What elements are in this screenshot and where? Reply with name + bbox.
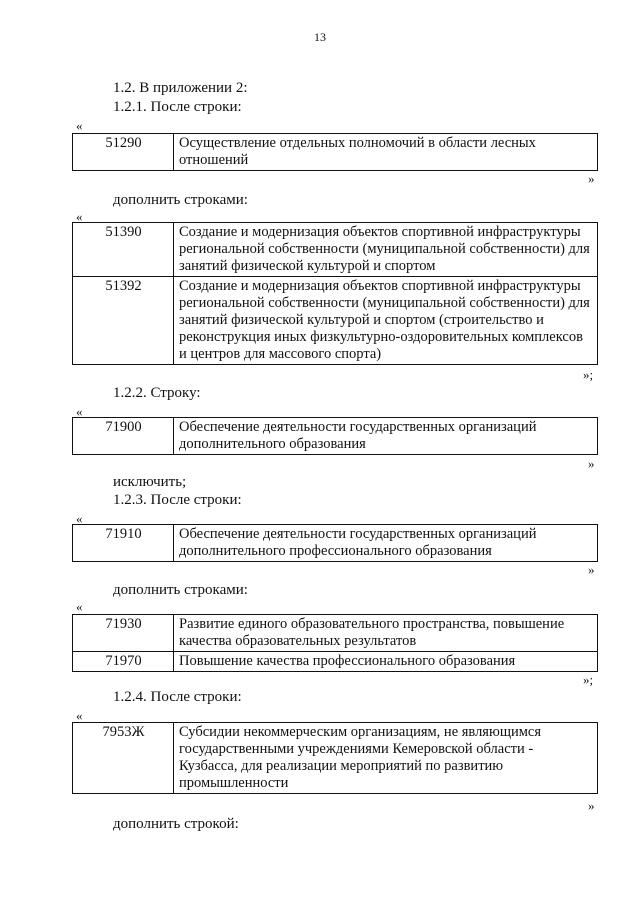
table-row [73, 615, 598, 652]
section-heading-1-2: 1.2. В приложении 2: [113, 80, 248, 96]
row-code: 7953Ж [73, 723, 174, 794]
budget-table-6 [72, 722, 598, 794]
row-description: Создание и модернизация объектов спортивной инфраструктуры региональной собственности (муниципальной собственности) для занятий физической культурой и спортом (строительство и реконструкция иных физкультурно-оздоровительных комплексов и центров для массового спорта) [174, 277, 598, 365]
close-quote: »; [583, 367, 594, 382]
budget-table-3 [72, 417, 598, 455]
subsection-1-2-4: 1.2.4. После строки: [113, 689, 242, 705]
row-code: 51392 [73, 277, 174, 365]
row-code: 71910 [73, 525, 174, 562]
row-description: Развитие единого образовательного пространства, повышение качества образовательных результатов [174, 615, 598, 652]
instruction-exclude: исключить; [113, 474, 187, 490]
close-quote: »; [583, 672, 594, 687]
row-description: Субсидии некоммерческим организациям, не являющимся государственными учреждениями Кемеровской области - Кузбасса, для реализации мероприятий по развитию промышленности [174, 723, 598, 794]
budget-table-1 [72, 133, 598, 171]
close-quote: » [588, 798, 595, 813]
row-code: 51390 [73, 223, 174, 277]
row-code: 71930 [73, 615, 174, 652]
open-quote: « [76, 599, 83, 614]
table-row [73, 134, 598, 171]
row-description: Создание и модернизация объектов спортивной инфраструктуры региональной собственности (муниципальной собственности) для занятий физической культурой и спортом [174, 223, 598, 277]
close-quote: » [588, 171, 595, 186]
table-row [73, 277, 598, 365]
row-description: Осуществление отдельных полномочий в области лесных отношений [174, 134, 598, 171]
page-number: 13 [314, 30, 326, 44]
row-code: 71900 [73, 418, 174, 455]
row-description: Обеспечение деятельности государственных организаций дополнительного профессионального образования [174, 525, 598, 562]
open-quote: « [76, 209, 83, 224]
close-quote: » [588, 562, 595, 577]
budget-table-5 [72, 614, 598, 672]
subsection-1-2-1: 1.2.1. После строки: [113, 99, 242, 115]
table-row [73, 525, 598, 562]
close-quote: » [588, 456, 595, 471]
budget-table-4 [72, 524, 598, 562]
instruction-add-rows: дополнить строками: [113, 192, 248, 208]
table-row [73, 418, 598, 455]
open-quote: « [76, 404, 83, 419]
table-row [73, 723, 598, 794]
instruction-add-row: дополнить строкой: [113, 816, 239, 832]
row-code: 71970 [73, 652, 174, 672]
open-quote: « [76, 511, 83, 526]
instruction-add-rows: дополнить строками: [113, 582, 248, 598]
open-quote: « [76, 708, 83, 723]
subsection-1-2-2: 1.2.2. Строку: [113, 385, 201, 401]
row-description: Обеспечение деятельности государственных организаций дополнительного образования [174, 418, 598, 455]
row-code: 51290 [73, 134, 174, 171]
table-row [73, 223, 598, 277]
open-quote: « [76, 118, 83, 133]
table-row [73, 652, 598, 672]
budget-table-2 [72, 222, 598, 365]
subsection-1-2-3: 1.2.3. После строки: [113, 492, 242, 508]
row-description: Повышение качества профессионального образования [174, 652, 598, 672]
